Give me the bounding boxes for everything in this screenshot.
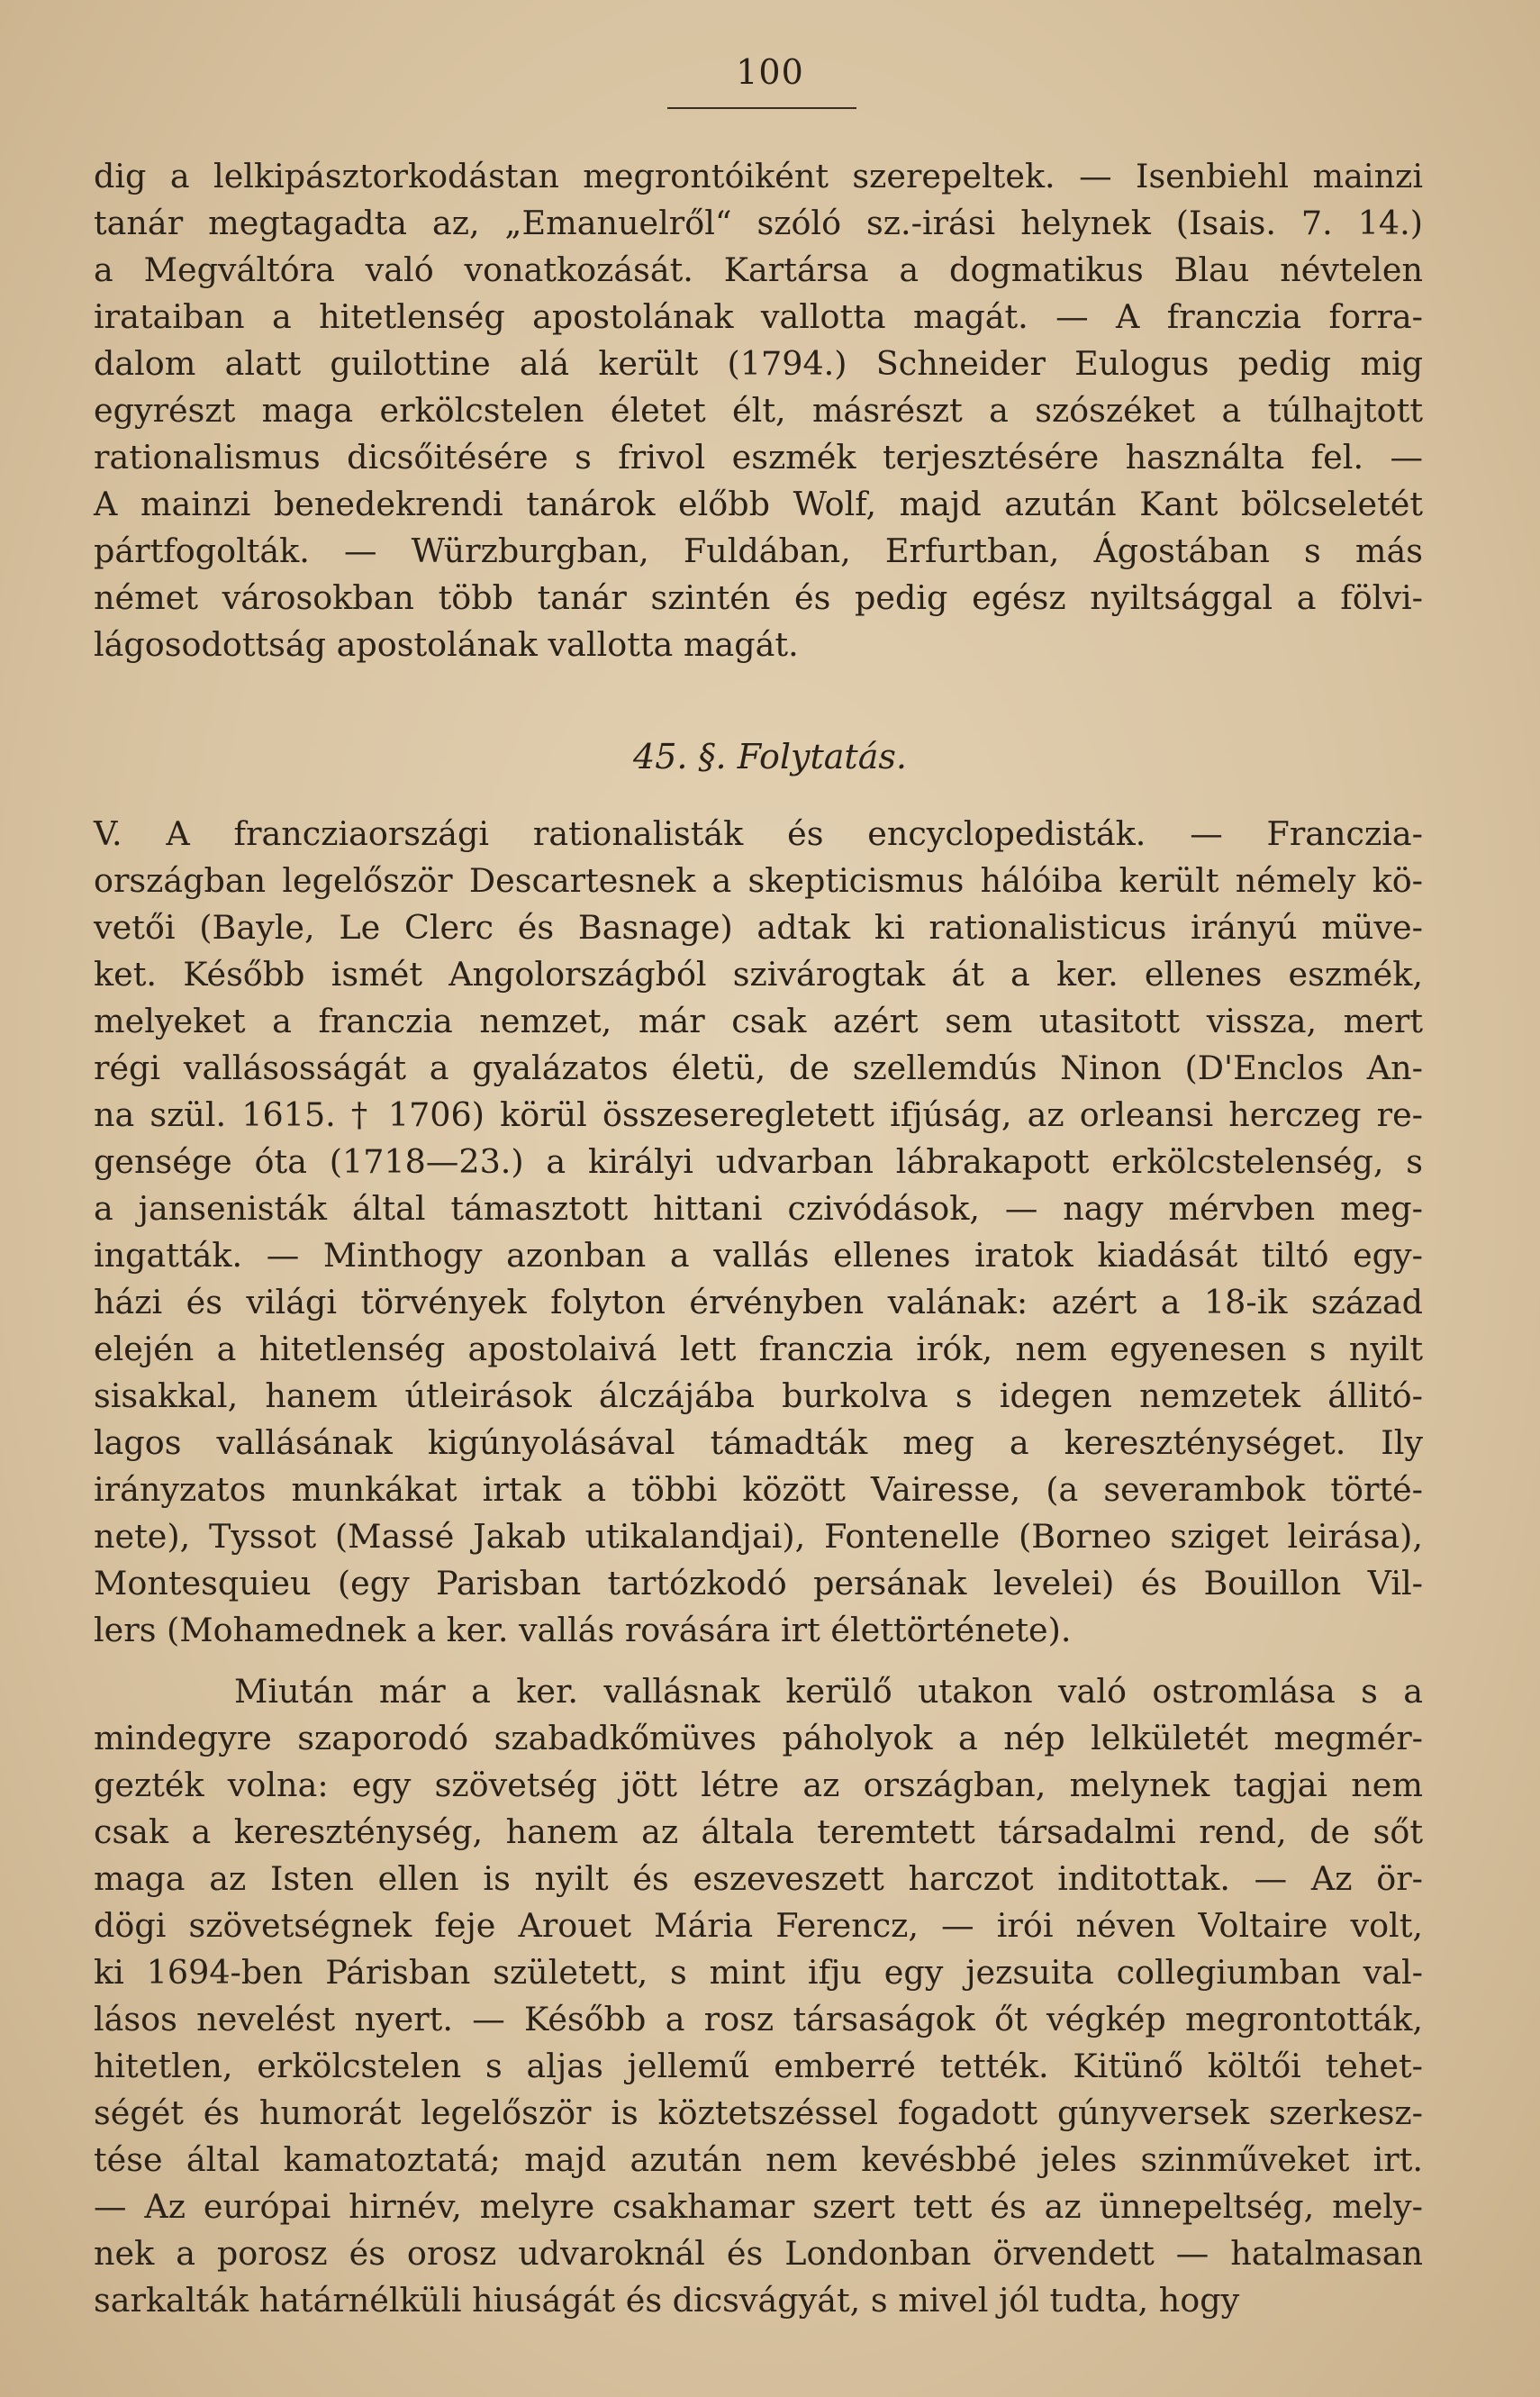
text-line: — Az európai hirnév, melyre csakhamar szert tett és az ünnepeltség, mely- (94, 2187, 1423, 2226)
text-line: sarkalták határnélküli hiuságát és dicsvágyát, s mivel jól tudta, hogy (94, 2281, 1240, 2320)
text-line: melyeket a franczia nemzet, már csak azért sem utasitott vissza, mert (94, 1002, 1423, 1040)
text-line: pártfogolták. — Würzburgban, Fuldában, Erfurtban, Ágostában s más (94, 531, 1423, 570)
text-line: házi és világi törvények folyton érvényben valának: azért a 18-ik század (94, 1283, 1423, 1321)
text-line: a jansenisták által támasztott hittani czivódások, — nagy mérvben meg- (94, 1189, 1423, 1228)
text-line: országban legelőször Descartesnek a skepticismus hálóiba került némely kö- (94, 861, 1423, 900)
text-line: egyrészt maga erkölcstelen életet élt, másrészt a szószéket a túlhajtott (94, 391, 1423, 430)
text-line: tése által kamatoztatá; majd azután nem kevésbbé jeles szinműveket irt. (94, 2140, 1423, 2179)
text-line: vetői (Bayle, Le Clerc és Basnage) adtak ki rationalisticus irányú müve- (94, 908, 1423, 947)
header-rule (667, 107, 856, 109)
text-line: Montesquieu (egy Parisban tartózkodó persának levelei) és Bouillon Vil- (94, 1564, 1423, 1603)
text-line: V. A francziaországi rationalisták és encyclopedisták. — Franczia- (94, 814, 1423, 853)
text-line: rationalismus dicsőitésére s frivol eszmék terjesztésére használta fel. — (94, 438, 1423, 477)
text-line: dalom alatt guilottine alá került (1794.) Schneider Eulogus pedig mig (94, 344, 1423, 383)
text-line: A mainzi benedekrendi tanárok előbb Wolf, majd azután Kant bölcseletét (94, 485, 1423, 523)
text-line: elején a hitetlenség apostolaivá lett franczia irók, nem egyenesen s nyilt (94, 1330, 1423, 1368)
text-line: nete), Tyssot (Massé Jakab utikalandjai), Fontenelle (Borneo sziget leirása), (94, 1517, 1423, 1556)
text-line: gensége óta (1718—23.) a királyi udvarban lábrakapott erkölcstelenség, s (94, 1142, 1423, 1181)
text-line: német városokban több tanár szintén és pedig egész nyiltsággal a fölvi- (94, 578, 1423, 617)
text-line: Miután már a ker. vallásnak kerülő utakon való ostromlása s a (234, 1672, 1423, 1711)
paragraph-3 (94, 1668, 1423, 2324)
section-heading: 45. §. Folytatás. (633, 737, 907, 776)
text-line: lagos vallásának kigúnyolásával támadták meg a kereszténységet. Ily (94, 1423, 1423, 1462)
text-line: ingatták. — Minthogy azonban a vallás ellenes iratok kiadását tiltó egy- (94, 1236, 1423, 1275)
text-line: maga az Isten ellen is nyilt és eszeveszett harczot inditottak. — Az ör- (94, 1859, 1423, 1898)
text-line: régi vallásosságát a gyalázatos életü, de szellemdús Ninon (D'Enclos An- (94, 1049, 1423, 1087)
text-line: dögi szövetségnek feje Arouet Mária Ferencz, — irói néven Voltaire volt, (94, 1906, 1423, 1945)
text-line: na szül. 1615. † 1706) körül összeseregletett ifjúság, az orleansi herczeg re- (94, 1095, 1423, 1134)
text-line: nek a porosz és orosz udvaroknál és Londonban örvendett — hatalmasan (94, 2234, 1423, 2273)
paragraph-2 (94, 811, 1423, 1654)
text-line: hitetlen, erkölcstelen s aljas jellemű emberré tették. Kitünő költői tehet- (94, 2047, 1423, 2085)
text-line: lágosodottság apostolának vallotta magát. (94, 625, 799, 664)
text-line: tanár megtagadta az, „Emanuelről“ szóló sz.-irási helynek (Isais. 7. 14.) (94, 204, 1423, 242)
text-line: irataiban a hitetlenség apostolának vallotta magát. — A franczia forra- (94, 297, 1423, 336)
text-line: gezték volna: egy szövetség jött létre az országban, melynek tagjai nem (94, 1766, 1423, 1804)
text-line: mindegyre szaporodó szabadkőmüves páholyok a nép lelkületét megmér- (94, 1719, 1423, 1757)
text-line: irányzatos munkákat irtak a többi között Vairesse, (a severambok törté- (94, 1470, 1423, 1509)
text-line: sisakkal, hanem útleirások álczájába burkolva s idegen nemzetek állitó- (94, 1376, 1423, 1415)
text-line: ségét és humorát legelőször is köztetszéssel fogadott gúnyversek szerkesz- (94, 2093, 1423, 2132)
text-line: csak a kereszténység, hanem az általa teremtett társadalmi rend, de sőt (94, 1812, 1423, 1851)
text-line: dig a lelkipásztorkodástan megrontóiként szerepeltek. — Isenbiehl mainzi (94, 157, 1423, 195)
text-line: lásos nevelést nyert. — Később a rosz társaságok őt végkép megrontották, (94, 2000, 1423, 2038)
page-number: 100 (736, 52, 804, 92)
paragraph-1 (94, 153, 1423, 668)
text-line: ket. Később ismét Angolországból szivárogtak át a ker. ellenes eszmék, (94, 955, 1423, 994)
text-line: lers (Mohamednek a ker. vallás rovására irt élettörténete). (94, 1611, 1072, 1649)
text-line: ki 1694-ben Párisban született, s mint ifju egy jezsuita collegiumban val- (94, 1953, 1423, 1992)
text-line: a Megváltóra való vonatkozását. Kartársa a dogmatikus Blau névtelen (94, 250, 1423, 289)
